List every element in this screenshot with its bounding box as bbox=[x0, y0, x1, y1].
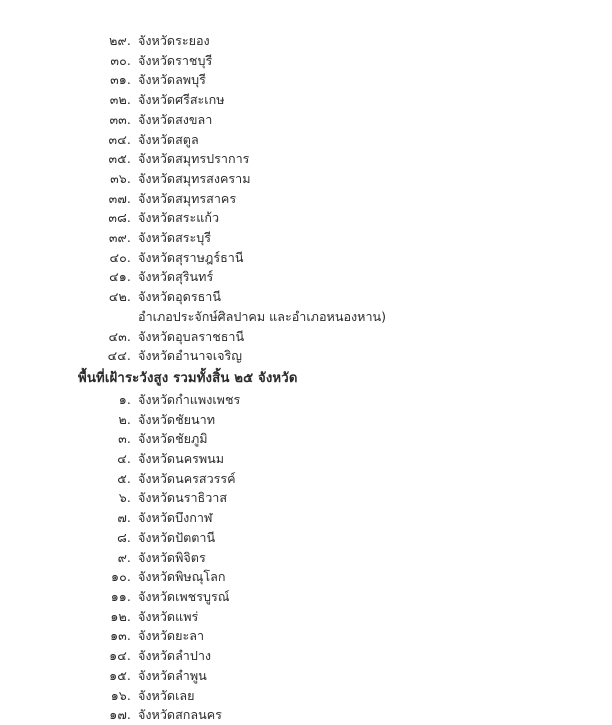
list-item bbox=[0, 607, 612, 627]
list-item-label: จังหวัดสุราษฎร์ธานี bbox=[138, 249, 244, 265]
list-item-number: ๔๓ . bbox=[107, 327, 131, 347]
list-item-label: จังหวัดสกลนคร bbox=[138, 707, 222, 723]
list-item bbox=[0, 346, 612, 366]
list-item-label: จังหวัดนครสวรรค์ bbox=[138, 470, 236, 486]
list-item-label: จังหวัดยะลา bbox=[138, 628, 205, 644]
list-item bbox=[0, 429, 612, 449]
list-item-number: ๔๑ . bbox=[107, 267, 131, 287]
list-item bbox=[0, 666, 612, 686]
list-item-label: จังหวัดปัตตานี bbox=[138, 529, 216, 545]
list-item-label: จังหวัดนครพนม bbox=[138, 451, 225, 467]
list-item-label: จังหวัดศรีสะเกษ bbox=[138, 92, 225, 108]
list-item bbox=[0, 410, 612, 430]
list-item bbox=[0, 508, 612, 528]
list-item-continuation: อำเภอประจักษ์ศิลปาคม และอำเภอหนองหาน) bbox=[138, 308, 387, 324]
list-item-number: ๑๔ . bbox=[107, 646, 131, 666]
list-item-number: ๓๖ . bbox=[107, 169, 131, 189]
list-item-number: ๔๔ . bbox=[107, 346, 131, 366]
list-item-number: ๕ . bbox=[107, 469, 131, 489]
list-item-number: ๑๗ . bbox=[107, 705, 131, 725]
list-item bbox=[0, 90, 612, 110]
list-item bbox=[0, 327, 612, 347]
list-item-label: จังหวัดชัยภูมิ bbox=[138, 431, 208, 447]
list-item-label: จังหวัดอุบลราชธานี bbox=[138, 328, 245, 344]
list-item bbox=[0, 449, 612, 469]
list-item-label: จังหวัดนราธิวาส bbox=[138, 490, 228, 506]
list-item-number: ๘ . bbox=[107, 528, 131, 548]
list-item bbox=[0, 488, 612, 508]
list-item bbox=[0, 31, 612, 51]
list-item-number: ๗ . bbox=[107, 508, 131, 528]
list-item-number: ๔๒ . bbox=[107, 287, 131, 307]
list-item bbox=[0, 70, 612, 90]
list-item-number: ๑๕ . bbox=[107, 666, 131, 686]
list-item-label: จังหวัดสระแก้ว bbox=[138, 210, 220, 226]
list-item bbox=[0, 51, 612, 71]
list-item-number: ๓ . bbox=[107, 429, 131, 449]
list-item bbox=[0, 248, 612, 268]
list-item bbox=[0, 267, 612, 287]
list-item bbox=[0, 686, 612, 706]
list-item-number: ๔ . bbox=[107, 449, 131, 469]
section-heading-high-surveillance: พื้นที่เฝ้าระวังสูง รวมทั้งสิ้น ๒๕ จังหวัด bbox=[78, 370, 298, 386]
list-item-number: ๑๐ . bbox=[107, 567, 131, 587]
list-item-label: จังหวัดกำแพงเพชร bbox=[138, 391, 241, 407]
list-item-number: ๑๒ . bbox=[107, 607, 131, 627]
list-item-label: จังหวัดลำพูน bbox=[138, 667, 207, 683]
list-item bbox=[0, 390, 612, 410]
list-item bbox=[0, 469, 612, 489]
list-item-label: จังหวัดสระบุรี bbox=[138, 230, 212, 246]
list-item-label: จังหวัดลำปาง bbox=[138, 648, 212, 664]
list-item-label: จังหวัดสุรินทร์ bbox=[138, 269, 214, 285]
list-item bbox=[0, 130, 612, 150]
list-item-label: จังหวัดบึงกาฬ bbox=[138, 510, 213, 526]
list-item-label: จังหวัดพิษณุโลก bbox=[138, 569, 226, 585]
list-item-number: ๔๐ . bbox=[107, 248, 131, 268]
list-item bbox=[0, 228, 612, 248]
list-item bbox=[0, 169, 612, 189]
list-item-label: จังหวัดพิจิตร bbox=[138, 549, 206, 565]
list-item-number: ๓๐ . bbox=[107, 51, 131, 71]
list-item-number: ๑๖ . bbox=[107, 686, 131, 706]
list-item bbox=[0, 705, 612, 725]
list-item-label: จังหวัดสงขลา bbox=[138, 111, 213, 127]
list-item-number: ๑ . bbox=[107, 390, 131, 410]
list-item bbox=[0, 110, 612, 130]
list-item-number: ๓๘ . bbox=[107, 208, 131, 228]
list-item bbox=[0, 548, 612, 568]
list-item-label: จังหวัดแพร่ bbox=[138, 608, 199, 624]
list-item-number: ๒ . bbox=[107, 410, 131, 430]
list-item-label: จังหวัดสมุทรปราการ bbox=[138, 151, 250, 167]
list-item-number: ๓๒ . bbox=[107, 90, 131, 110]
list-item bbox=[0, 567, 612, 587]
list-item bbox=[0, 149, 612, 169]
list-item-number: ๓๙ . bbox=[107, 228, 131, 248]
list-item bbox=[0, 626, 612, 646]
list-item bbox=[0, 287, 612, 307]
list-item bbox=[0, 646, 612, 666]
list-item-label: จังหวัดชัยนาท bbox=[138, 411, 215, 427]
list-item-label: จังหวัดราชบุรี bbox=[138, 52, 213, 68]
list-item-number: ๑๓ . bbox=[107, 626, 131, 646]
list-item-number: ๓๕ . bbox=[107, 149, 131, 169]
list-item-label: จังหวัดสมุทรสงคราม bbox=[138, 170, 251, 186]
list-item-label: จังหวัดสมุทรสาคร bbox=[138, 190, 237, 206]
list-item-number: ๓๗ . bbox=[107, 189, 131, 209]
list-item bbox=[0, 587, 612, 607]
list-item bbox=[0, 189, 612, 209]
list-item bbox=[0, 528, 612, 548]
list-item-label: จังหวัดเลย bbox=[138, 687, 195, 703]
list-item-label: จังหวัดระยอง bbox=[138, 33, 210, 48]
province-list-top bbox=[0, 31, 612, 366]
list-item-number: ๓๔ . bbox=[107, 130, 131, 150]
list-item-number: ๓๓ . bbox=[107, 110, 131, 130]
list-item-number: ๙ . bbox=[107, 548, 131, 568]
list-item-label: จังหวัดสตูล bbox=[138, 131, 199, 147]
list-item-number: ๒๙ . bbox=[107, 31, 131, 51]
list-item-label: จังหวัดอุดรธานี bbox=[138, 289, 221, 305]
list-item bbox=[0, 208, 612, 228]
list-item-number: ๖ . bbox=[107, 488, 131, 508]
list-item-label: จังหวัดลพบุรี bbox=[138, 72, 206, 88]
list-item-number: ๓๑ . bbox=[107, 70, 131, 90]
list-item-number: ๑๑ . bbox=[107, 587, 131, 607]
list-item-label: จังหวัดเพชรบูรณ์ bbox=[138, 588, 230, 604]
list-item-label: จังหวัดอำนาจเจริญ bbox=[138, 348, 242, 364]
